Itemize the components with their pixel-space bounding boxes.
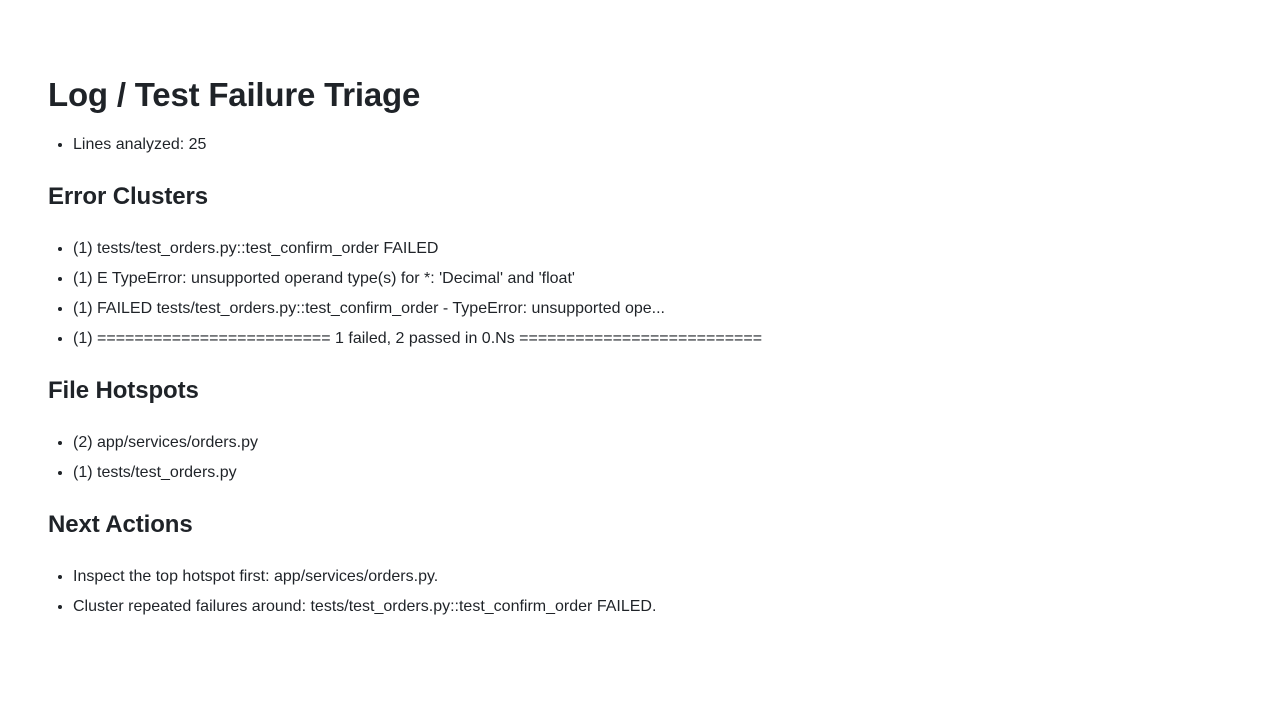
- file-hotspots-list: [48, 428, 1228, 488]
- next-actions-list: [48, 562, 1228, 622]
- list-item: • (1) tests/test_orders.py::test_confirm_order FAILED: [73, 234, 1228, 264]
- list-item: • (1) tests/test_orders.py: [73, 458, 1228, 488]
- page-title: Log / Test Failure Triage: [48, 76, 421, 113]
- list-item: • Inspect the top hotspot first: app/services/orders.py.: [73, 562, 1228, 592]
- file-hotspots-heading: File Hotspots: [48, 377, 199, 404]
- error-clusters-heading: Error Clusters: [48, 183, 208, 210]
- list-item: • (1) E TypeError: unsupported operand type(s) for *: 'Decimal' and 'float': [73, 264, 1228, 294]
- list-item-lines-analyzed: • Lines analyzed: 25: [73, 130, 1228, 160]
- next-actions-heading: Next Actions: [48, 511, 193, 538]
- list-item: • (1) FAILED tests/test_orders.py::test_confirm_order - TypeError: unsupported ope...: [73, 294, 1228, 324]
- report-content: [48, 71, 1228, 622]
- list-item: • (1) ========================= 1 failed, 2 passed in 0.Ns ==========================: [73, 324, 1228, 354]
- list-item: • (2) app/services/orders.py: [73, 428, 1228, 458]
- error-clusters-list: [48, 234, 1228, 354]
- summary-list: [48, 130, 1228, 160]
- list-item: • Cluster repeated failures around: tests/test_orders.py::test_confirm_order FAILED.: [73, 592, 1228, 622]
